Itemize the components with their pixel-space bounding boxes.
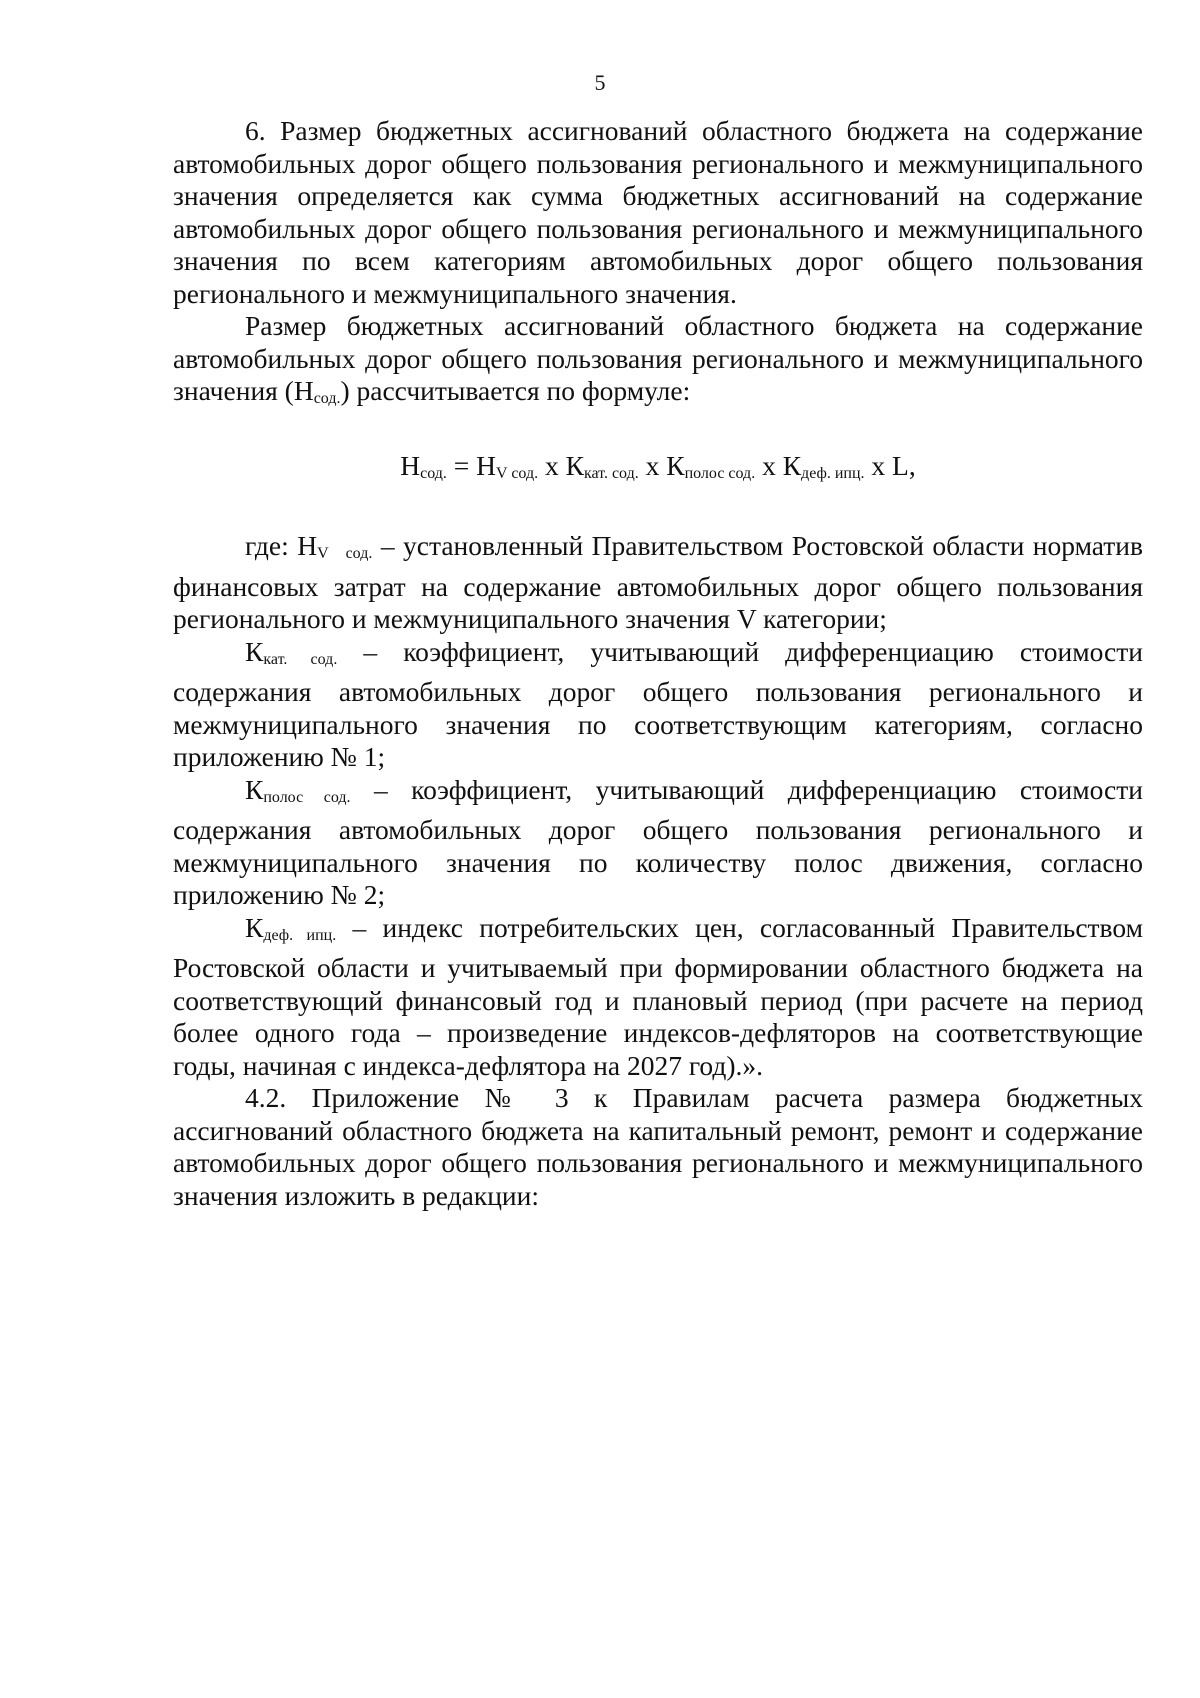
paragraph-appendix-3: 4.2. Приложение № 3 к Правилам расчета размера бюджетных ассигнований областного бюджета на капитальный ремонт, ремонт и содержание автомобильных дорог общего пользования регионального и межмуниципального значения изложить в редакции: <box>173 1082 1143 1211</box>
formula-term: х L, <box>864 449 916 481</box>
text-run: К <box>245 635 264 667</box>
text-run: ) рассчитывается по формуле: <box>340 375 691 406</box>
paragraph-budget-size: 6. Размер бюджетных ассигнований областного бюджета на содержание автомобильных дорог общего пользования регионального и межмуниципального значения определяется как сумма бюджетных ассигнований на содержание автомобильных дорог общего пользования регионального и межмуниципального значения по всем категориям автомобильных дорог общего пользования регионального и межмуниципального значения. <box>173 115 1143 309</box>
formula-subscript: кат. сод. <box>583 464 639 482</box>
text-run: – установленный Правительством Ростовской области норматив финансовых затрат на содержание автомобильных дорог общего пользования регионального и межмуниципального значения V категории; <box>173 530 1143 634</box>
paragraph-definition-kcat <box>173 636 1143 774</box>
text-run: Размер бюджетных ассигнований областного бюджета на содержание автомобильных дорог общего пользования регионального и межмуниципального значения (Н <box>173 310 1143 406</box>
subscript: полос сод. <box>263 788 351 806</box>
text-run: – коэффициент, учитывающий дифференциацию стоимости содержания автомобильных дорог общего пользования регионального и межмуниципального значения по количеству полос движения, согласно приложению № 2; <box>173 773 1143 910</box>
text-run: К <box>245 911 264 943</box>
formula-subscript: сод. <box>420 464 447 482</box>
document-body <box>173 115 1143 1212</box>
paragraph-definition-kdef <box>173 912 1143 1083</box>
formula-subscript: деф. ипц. <box>801 464 865 482</box>
subscript: сод. <box>313 390 341 407</box>
formula-term: Н <box>400 449 421 481</box>
formula-term: х К <box>538 449 584 481</box>
page-number: 5 <box>594 70 606 95</box>
text-run: – индекс потребительских цен, согласованный Правительством Ростовской области и учитываемый при формировании областного бюджета на соответствующий финансовый год и плановый период (при расчете на период более одного года – произведение индексов-дефляторов на соответствующие годы, начиная с индекса-дефлятора на 2027 год).». <box>173 911 1143 1081</box>
formula-subscript: полос сод. <box>684 464 756 482</box>
paragraph-definition-kpolos <box>173 774 1143 912</box>
formula-term: = Н <box>446 449 497 481</box>
formula-subscript: V сод. <box>496 464 539 482</box>
subscript: кат. сод. <box>263 650 338 668</box>
formula <box>173 450 1143 491</box>
subscript: сод. <box>345 545 373 562</box>
text-run: – коэффициент, учитывающий дифференциацию стоимости содержания автомобильных дорог общего пользования регионального и межмуниципального значения по соответствующим категориям, согласно приложению № 1; <box>173 635 1144 772</box>
subscript: деф. ипц. <box>263 926 337 944</box>
text-run: К <box>245 773 264 805</box>
formula-term: х К <box>638 449 685 481</box>
paragraph-definition-hv <box>173 530 1143 636</box>
text-run: где: Н <box>245 530 318 561</box>
formula-term: х К <box>755 449 802 481</box>
paragraph-formula-intro <box>173 310 1143 416</box>
subscript: V <box>317 545 329 562</box>
